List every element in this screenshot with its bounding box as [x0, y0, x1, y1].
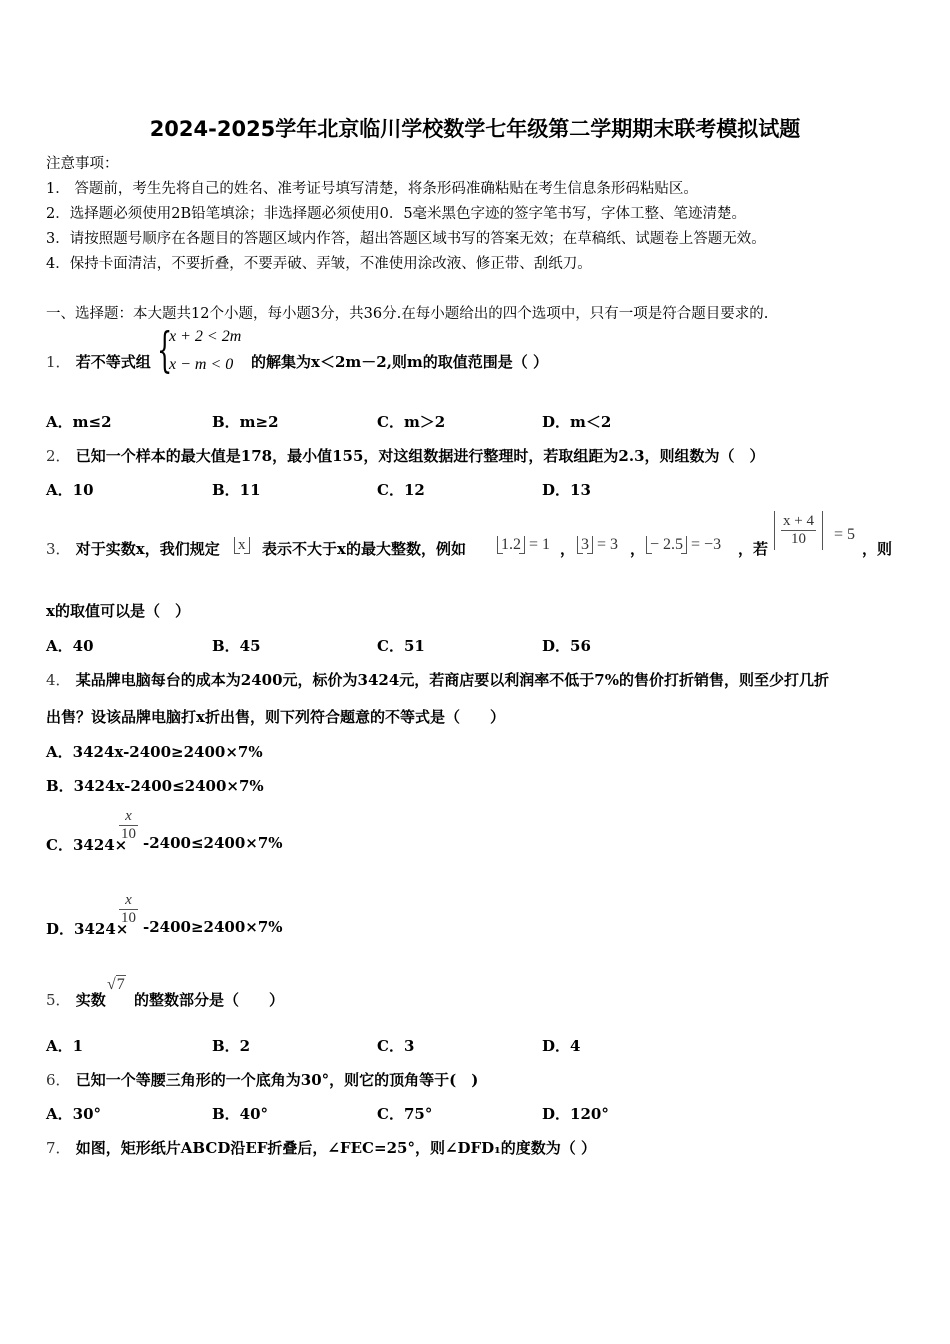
notice-item: 3．请按照题号顺序在各题目的答题区域内作答，超出答题区域书写的答案无效；在草稿纸、试题卷上答题无效。	[46, 231, 766, 247]
question-text: 某品牌电脑每台的成本为2400元，标价为3424元，若商店要以利润率不低于7%的售价打折销售，则至少打几折	[75, 671, 829, 689]
question-text: 若不等式组	[75, 353, 151, 371]
notice-item: 1． 答题前，考生先将自己的姓名、准考证号填写清楚，将条形码准确粘贴在考生信息条形码粘贴区。	[46, 181, 698, 197]
floor-example-3: − 2.5 = −3	[646, 536, 721, 554]
option-d[interactable]: D．4	[542, 1037, 581, 1055]
notice-heading: 注意事项：	[46, 156, 119, 172]
option-d[interactable]: D．m＜2	[542, 413, 612, 431]
floor-example-2: 3 = 3	[577, 536, 618, 554]
floor-example-1: 1.2 = 1	[497, 536, 550, 554]
question-number: 4．	[46, 671, 71, 689]
option-d[interactable]: D．56	[542, 637, 591, 655]
option-b[interactable]: B．40°	[212, 1105, 269, 1123]
fraction: $\frac{x}{10}$	[121, 892, 136, 926]
option-a[interactable]: A．1	[46, 1037, 84, 1055]
option-b[interactable]: B．3424x-2400≤2400×7%	[46, 777, 264, 795]
question-text: 已知一个等腰三角形的一个底角为30°，则它的顶角等于( )	[75, 1071, 479, 1089]
question-text: ，若	[738, 540, 769, 558]
option-c[interactable]: C．75°	[377, 1105, 433, 1123]
option-a[interactable]: A．10	[46, 481, 94, 499]
option-c[interactable]: C．3	[377, 1037, 415, 1055]
question-text: x的取值可以是（ ）	[46, 602, 190, 620]
question-text: 表示不大于x的最大整数，例如	[262, 540, 466, 558]
question-text: 的解集为x＜2m－2,则m的取值范围是（ ）	[251, 353, 549, 371]
inequality-2: x − m < 0	[169, 356, 234, 373]
notice-item: 4．保持卡面清洁，不要折叠，不要弄破、弄皱，不准使用涂改液、修正带、刮纸刀。	[46, 256, 592, 272]
question-text: 实数	[75, 991, 106, 1009]
floor-fraction: $\frac{x + 4}{10}$	[774, 511, 823, 550]
option-a[interactable]: A．3424x-2400≥2400×7%	[46, 743, 263, 761]
option-a[interactable]: A．40	[46, 637, 94, 655]
question-text: ，则	[862, 540, 893, 558]
option-b[interactable]: B．45	[212, 637, 261, 655]
question-number: 6．	[46, 1071, 71, 1089]
option-d[interactable]: D．13	[542, 481, 591, 499]
question-text: 如图，矩形纸片ABCD沿EF折叠后，∠FEC=25°，则∠DFD₁的度数为（ ）	[75, 1139, 596, 1157]
option-c[interactable]: C．12	[377, 481, 425, 499]
equals-five: = 5	[834, 526, 856, 543]
option-a[interactable]: A．30°	[46, 1105, 102, 1123]
section-heading: 一、选择题：本大题共12个小题，每小题3分，共36分.在每小题给出的四个选项中，只有一项是符合题目要求的.	[46, 306, 769, 322]
question-number: 1．	[46, 353, 71, 371]
question-number: 5．	[46, 991, 71, 1009]
question-text: 的整数部分是（ ）	[134, 991, 285, 1009]
option-d[interactable]: D．120°	[542, 1105, 609, 1123]
option-c[interactable]: C．51	[377, 637, 425, 655]
question-text: 已知一个样本的最大值是178，最小值155，对这组数据进行整理时，若取组距为2.3，则组数为（ ）	[75, 447, 765, 465]
notice-item: 2．选择题必须使用2B铅笔填涂；非选择题必须使用0．5毫米黑色字迹的签字笔书写，字体工整、笔迹清楚。	[46, 206, 747, 222]
question-number: 2．	[46, 447, 71, 465]
floor-symbol: x	[234, 534, 250, 554]
option-c[interactable]: C．m＞2	[377, 413, 446, 431]
option-a[interactable]: A．m≤2	[46, 413, 112, 431]
question-text: 出售？设该品牌电脑打x折出售，则下列符合题意的不等式是（ ）	[46, 708, 505, 726]
inequality-system: { x + 2 < 2m x − m < 0	[157, 322, 242, 378]
option-b[interactable]: B．2	[212, 1037, 251, 1055]
question-number: 7．	[46, 1139, 71, 1157]
option-b[interactable]: B．m≥2	[212, 413, 279, 431]
question-text: 对于实数x，我们规定	[75, 540, 220, 558]
page-title: 2024-2025学年北京临川学校数学七年级第二学期期末联考模拟试题	[149, 117, 801, 141]
inequality-1: x + 2 < 2m	[169, 328, 242, 345]
question-number: 3．	[46, 540, 71, 558]
option-b[interactable]: B．11	[212, 481, 261, 499]
square-root: √7	[107, 976, 125, 993]
fraction: $\frac{x}{10}$	[121, 808, 136, 842]
